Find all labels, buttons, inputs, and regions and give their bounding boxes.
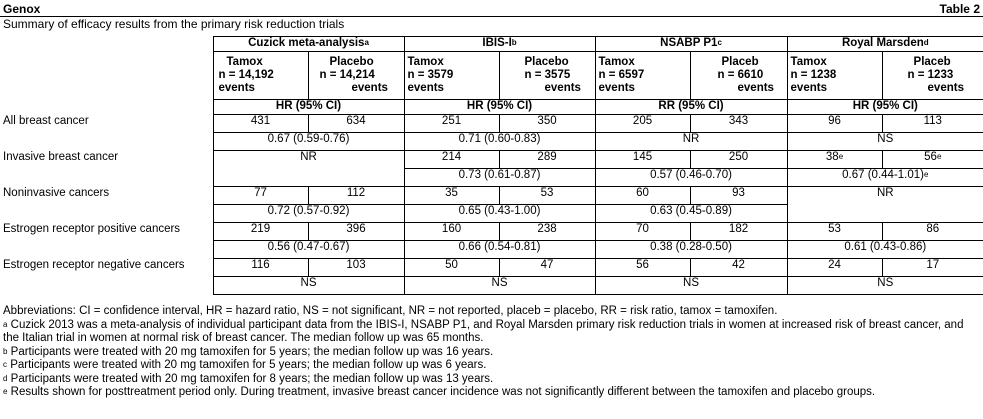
event-cell: 289 (499, 151, 595, 169)
arm-header-cell: Tamox n = 14,192 events (213, 52, 308, 100)
event-cell: 219 (213, 223, 308, 241)
measure-label: RR (95% CI) (595, 100, 787, 115)
arm-header-cell: Placebo n = 14,214 events (308, 52, 404, 100)
arm-header-cell: Tamox n = 3579 events (404, 52, 499, 100)
event-cell: 431 (213, 115, 308, 133)
event-cell: 53 (787, 223, 882, 241)
trial-header-nsabp: NSABP P1$^c$ (595, 37, 787, 52)
table-row (0, 259, 983, 277)
event-cell: 182 (690, 223, 787, 241)
footnote-d: $^d$ Participants were treated with 20 mg tamoxifen for 8 years; the median follow up was 13 years. (3, 372, 494, 385)
footnotes (3, 305, 980, 400)
merged-cell: NR (213, 151, 404, 187)
event-cell: 47 (499, 259, 595, 277)
event-cell: 250 (690, 151, 787, 169)
arm-header-cell: Placeb n = 1233 events (882, 52, 983, 100)
event-cell: 17 (882, 259, 983, 277)
measure-label: HR (95% CI) (404, 100, 595, 115)
event-cell: 343 (690, 115, 787, 133)
event-cell: 50 (404, 259, 499, 277)
arm-header-cell: Tamox n = 1238 events (787, 52, 882, 100)
table-number: Table 2 (939, 2, 980, 16)
trial-header-ibis: IBIS-$I^b$ (404, 37, 595, 52)
event-cell: 113 (882, 115, 983, 133)
row-label: Invasive breast cancer (0, 151, 213, 187)
event-cell: 24 (787, 259, 882, 277)
event-cell: 70 (595, 223, 690, 241)
event-cell: 103 (308, 259, 404, 277)
measure-label: HR (95% CI) (213, 100, 404, 115)
footnote-c: $^c$ Participants were treated with 20 mg tamoxifen for 5 years; the median follow up was 6 years. (3, 359, 487, 371)
ratio-cell: 0.63 (0.45-0.89) (595, 205, 787, 223)
event-cell: 112 (308, 187, 404, 205)
footnote-a: $^a$ Cuzick 2013 was a meta-analysis of individual participant data from the IBIS-I, NSABP P1, and Royal Marsden primary risk reduction trials in women at increased risk of breast cancer, and the Italian trial in women at normal risk of breast cancer. The median follow up was 65 months. (3, 318, 964, 344)
event-cell: 96 (787, 115, 882, 133)
event-cell: 214 (404, 151, 499, 169)
event-cell: 38e (787, 151, 882, 169)
table-row (0, 115, 983, 133)
event-cell: 396 (308, 223, 404, 241)
ratio-cell: NS (404, 277, 595, 295)
row-label: All breast cancer (0, 115, 213, 151)
event-cell: 56 (595, 259, 690, 277)
event-cell: 350 (499, 115, 595, 133)
ratio-cell: 0.72 (0.57-0.92) (213, 205, 404, 223)
trial-header-row (0, 37, 983, 52)
ratio-cell: 0.61 (0.43-0.86) (787, 241, 983, 259)
event-cell: 205 (595, 115, 690, 133)
table-row (0, 187, 983, 205)
footnote-e: $^e$ Results shown for posttreatment period only. During treatment, invasive breast cancer incidence was not significantly different between the tamoxifen and placebo groups. (3, 386, 876, 398)
ratio-cell: NS (213, 277, 404, 295)
row-label: Estrogen receptor negative cancers (0, 259, 213, 295)
ratio-cell: 0.66 (0.54-0.81) (404, 241, 595, 259)
event-cell: 93 (690, 187, 787, 205)
ratio-cell: NS (595, 277, 787, 295)
row-label: Noninvasive cancers (0, 187, 213, 223)
event-cell: 238 (499, 223, 595, 241)
abbreviations-note: Abbreviations: CI = confidence interval, HR = hazard ratio, NS = not significant, NR = not reported, placeb = placebo, RR = risk ratio, tamox = tamoxifen. (3, 305, 778, 317)
ratio-cell: 0.73 (0.61-0.87) (404, 169, 595, 187)
merged-cell: NR (787, 187, 983, 223)
event-cell: 251 (404, 115, 499, 133)
event-cell: 116 (213, 259, 308, 277)
table-row (0, 151, 983, 169)
row-label: Estrogen receptor positive cancers (0, 223, 213, 259)
ratio-cell: NS (787, 277, 983, 295)
ratio-cell: 0.71 (0.60-0.83) (404, 133, 595, 151)
event-cell: 56e (882, 151, 983, 169)
event-cell: 145 (595, 151, 690, 169)
ratio-cell: 0.67 $(0.44-1.01)^e$ (787, 169, 983, 187)
arm-header-cell: Placebo n = 3575 events (499, 52, 595, 100)
trial-header-royal-marsden: Royal Marsden$^d$ (787, 37, 983, 52)
event-cell: 86 (882, 223, 983, 241)
table-caption: Summary of efficacy results from the primary risk reduction trials (3, 17, 345, 31)
ratio-cell: 0.38 (0.28-0.50) (595, 241, 787, 259)
brand-label: Genox (3, 2, 41, 16)
ratio-cell: 0.65 (0.43-1.00) (404, 205, 595, 223)
event-cell: 60 (595, 187, 690, 205)
event-cell: 42 (690, 259, 787, 277)
ratio-cell: NR (595, 133, 787, 151)
trial-header-cuzick: Cuzick meta-analysis$^a$ (213, 37, 404, 52)
ratio-cell: 0.56 (0.47-0.67) (213, 241, 404, 259)
event-cell: 35 (404, 187, 499, 205)
measure-label: HR (95% CI) (787, 100, 983, 115)
event-cell: 53 (499, 187, 595, 205)
ratio-cell: 0.57 (0.46-0.70) (595, 169, 787, 187)
event-cell: 160 (404, 223, 499, 241)
table-row (0, 223, 983, 241)
ratio-cell: NS (787, 133, 983, 151)
footnote-b: $^b$ Participants were treated with 20 mg tamoxifen for 5 years; the median follow up was 16 years. (3, 345, 494, 358)
efficacy-table (0, 36, 983, 295)
event-cell: 634 (308, 115, 404, 133)
ratio-cell: 0.67 (0.59-0.76) (213, 133, 404, 151)
event-cell: 77 (213, 187, 308, 205)
arm-header-cell: Placeb n = 6610 events (690, 52, 787, 100)
header-spacer (0, 37, 213, 115)
arm-header-cell: Tamox n = 6597 events (595, 52, 690, 100)
